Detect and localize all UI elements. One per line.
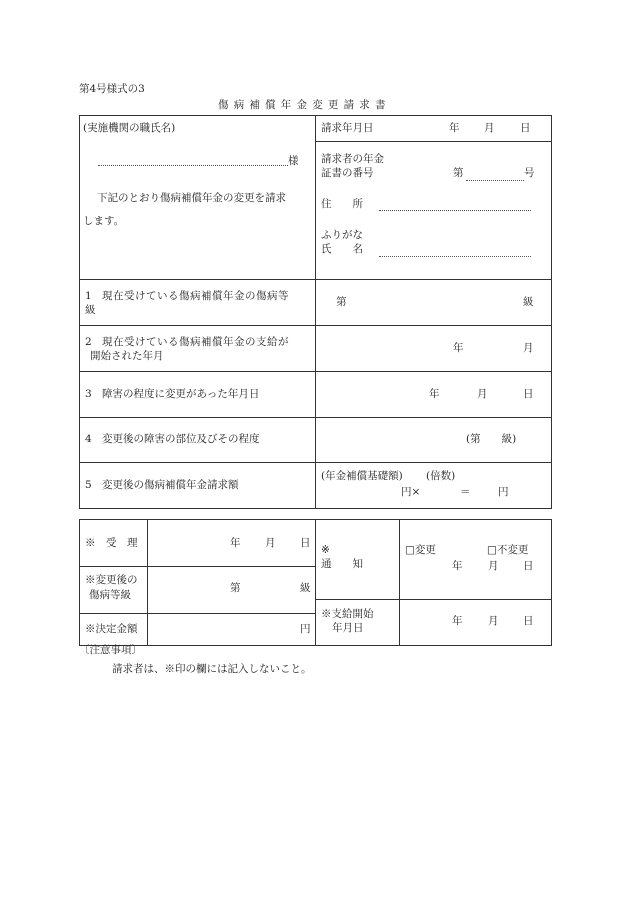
claimant-cell	[316, 142, 552, 280]
start-day-unit: 日	[523, 615, 534, 627]
item-5-label: 変更後の傷病補償年金請求額	[102, 479, 239, 491]
item-3-label: 障害の程度に変更があった年月日	[102, 388, 260, 400]
address-label: 住 所	[321, 198, 363, 210]
notes-body: 請求者は、※印の欄には記入しないこと。	[112, 663, 312, 675]
received-month-unit: 月	[265, 537, 276, 549]
item-4-value-cell[interactable]	[316, 418, 552, 463]
notes-heading: 〔注意事項〕	[79, 644, 142, 656]
item-3-day-unit: 日	[523, 388, 534, 400]
notice-label-cell	[316, 520, 400, 600]
furigana-label: ふりがな	[321, 229, 363, 241]
notice-value-cell[interactable]	[400, 520, 552, 600]
no-change-checkbox[interactable]: □不変更	[487, 544, 529, 556]
result-yen: 円	[498, 486, 509, 498]
item-5-value-cell[interactable]	[316, 463, 552, 509]
change-checkbox[interactable]: □変更	[405, 544, 436, 556]
item-4-grade-value: (第 級)	[466, 433, 517, 445]
item-3-month-unit: 月	[477, 388, 488, 400]
start-month-unit: 月	[488, 615, 499, 627]
grade-prefix: 第	[336, 296, 347, 308]
item-2-value-cell[interactable]	[316, 326, 552, 372]
claim-year-unit: 年	[449, 122, 460, 134]
item-3-label-cell	[80, 372, 316, 418]
item-5-number: 5	[85, 479, 92, 491]
office-use-table	[79, 519, 552, 646]
notice-label: 通 知	[321, 558, 363, 570]
item-1-number: 1	[85, 290, 92, 302]
decision-yen-unit: 円	[300, 623, 311, 635]
addressee-cell	[80, 116, 316, 280]
multiplier-label: (倍数)	[426, 470, 456, 482]
cert-suffix: 号	[524, 167, 535, 179]
item-2-month-unit: 月	[523, 342, 534, 354]
cert-number-field[interactable]	[466, 180, 524, 181]
equals-sign: ＝	[460, 486, 471, 498]
claim-day-unit: 日	[520, 122, 531, 134]
item-2-number: 2	[85, 336, 92, 348]
claim-table	[79, 115, 552, 509]
item-3-value-cell[interactable]	[316, 372, 552, 418]
form-title: 傷病補償年金変更請求書	[218, 99, 391, 111]
claim-date-cell[interactable]	[316, 116, 552, 142]
start-date-cell[interactable]	[400, 600, 552, 646]
decision-amount-label: ※決定金額	[85, 623, 138, 635]
changed-grade-suffix: 級	[300, 582, 311, 594]
start-label-line1: ※支給開始	[321, 608, 374, 620]
cert-label-line2: 証書の番号	[321, 167, 374, 179]
grade-suffix: 級	[523, 296, 534, 308]
item-1-label-cell	[80, 280, 316, 326]
received-label: ※ 受 理	[85, 537, 138, 549]
received-day-unit: 日	[300, 537, 311, 549]
basis-amount-label: (年金補償基礎額)	[321, 470, 403, 482]
start-label-cell	[316, 600, 400, 646]
item-4-label-cell	[80, 418, 316, 463]
received-date-cell[interactable]	[148, 520, 316, 567]
request-text-line1: 下記のとおり傷病補償年金の変更を請求	[97, 192, 286, 204]
item-1-label: 現在受けている傷病補償年金の傷病等	[102, 290, 289, 302]
changed-grade-label-line1: ※変更後の	[85, 574, 138, 586]
item-2-label-cont: 開始された年月	[90, 350, 164, 362]
claim-date-label: 請求年月日	[321, 122, 374, 134]
addressee-label: (実施機関の職氏名)	[83, 122, 176, 134]
yen-times: 円×	[401, 486, 421, 498]
item-2-label: 現在受けている傷病補償年金の支給が	[102, 336, 289, 348]
notice-month-unit: 月	[488, 560, 499, 572]
item-3-year-unit: 年	[429, 388, 440, 400]
received-year-unit: 年	[230, 537, 241, 549]
name-field[interactable]	[379, 256, 531, 257]
item-3-number: 3	[85, 388, 92, 400]
request-text-line2: します。	[83, 215, 125, 227]
item-4-number: 4	[85, 433, 92, 445]
name-label: 氏 名	[321, 243, 363, 255]
decision-amount-cell[interactable]	[148, 614, 316, 646]
notice-day-unit: 日	[523, 560, 534, 572]
changed-grade-label-line2: 傷病等級	[89, 589, 131, 601]
start-label-line2: 年月日	[332, 622, 364, 634]
received-label-cell	[80, 520, 148, 567]
form-number: 第4号様式の3	[79, 83, 145, 95]
cert-label-line1: 請求者の年金	[321, 153, 384, 165]
addressee-name-field[interactable]	[98, 165, 288, 166]
item-1-label-cont: 級	[85, 304, 96, 316]
claim-month-unit: 月	[484, 122, 495, 134]
grade-label-cell	[80, 567, 148, 614]
notice-year-unit: 年	[452, 560, 463, 572]
item-4-label: 変更後の障害の部位及びその程度	[102, 433, 260, 445]
item-2-year-unit: 年	[453, 342, 464, 354]
item-5-label-cell	[80, 463, 316, 509]
notice-mark: ※	[321, 544, 330, 556]
honorific: 様	[288, 155, 299, 167]
item-2-label-cell	[80, 326, 316, 372]
decision-label-cell	[80, 614, 148, 646]
start-year-unit: 年	[452, 615, 463, 627]
address-field[interactable]	[379, 210, 531, 211]
item-1-value-cell[interactable]	[316, 280, 552, 326]
changed-grade-prefix: 第	[230, 582, 241, 594]
cert-prefix: 第	[453, 167, 464, 179]
grade-value-cell[interactable]	[148, 567, 316, 614]
